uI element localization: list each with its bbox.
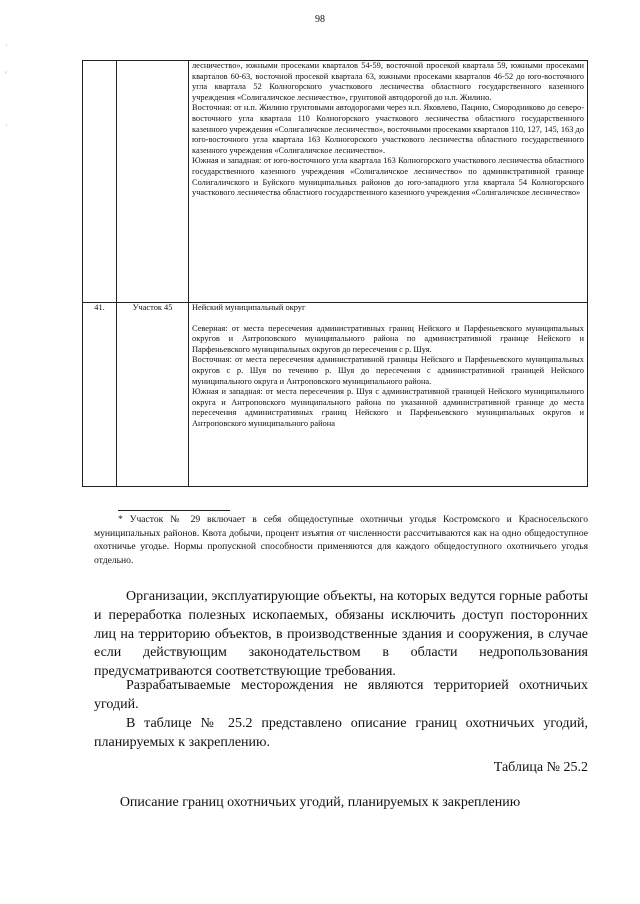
boundary-description-cell [189,303,588,487]
boundary-paragraph: Восточная: от места пересечения административной границы Нейского и Парфеньевского муниципальных округов с р. Шуя по течению р. Шуя до пересечения с административной границей Нейского муниципального округа и Антроповского муниципального района. [192,355,584,386]
area-name-cell: Участок 45 [117,303,189,487]
body-paragraph: В таблице № 25.2 представлено описание границ охотничьих угодий, планируемых к закреплению. [94,716,588,750]
footnote: * Участок № 29 включает в себя общедоступные охотничьи угодья Костромского и Красносельского муниципальных районов. Квота добычи, процент изъятия от численности рассчитываются как на одно общедоступное охотничье угодье. Нормы пропускной способности применяются для каждого общедоступного охотничьего угодья отдельно. [94,514,588,566]
boundary-paragraph: Южная и западная: от юго-восточного угла квартала 163 Колногорского участкового лесничества областного государственного казенного учреждения «Солигаличское лесничество» по административной границе Солигаличского и Буйского муниципальных районов до юго-западного угла квартала 54 Колногорского участкового лесничества областного государственного казенного учреждения «Солигаличское лесничество» [192,156,584,198]
boundary-description-cell [189,61,588,303]
body-paragraph: Разрабатываемые месторождения не являются территорией охотничьих угодий. [94,678,588,712]
table-caption: Таблица № 25.2 [493,760,588,775]
page-number: 98 [315,14,325,25]
boundary-paragraph: Южная и западная: от места пересечения р. Шуя с административной границей Нейского муниципального округа и Антроповского муниципального района по указанной административной границе до места пересечения административных границ Нейского и Парфеньевского муниципальных округов и Антроповского муниципального района [192,387,584,428]
boundary-paragraph: лесничество», южными просеками кварталов 54-59, восточной просекой квартала 59, южными просеками кварталов 60-63, восточной просекой квартала 63, южными просеками кварталов 46-52 до юго-восточного угла квартала 52 Колногорского участкового лесничества областного государственного казенного учреждения «Солигаличское лесничество», грунтовой автодорогой до н.п. Жилино. [192,61,584,102]
area-name-cell [117,61,189,303]
scan-margin-marks: · ' · [5,40,8,130]
boundary-paragraph: Северная: от места пересечения административных границ Нейского и Парфеньевского муниципальных округов и Антроповского муниципального района по административной границе Нейского и Парфеньевского муниципальных округов до пересечения с р. Шуя. [192,323,584,354]
boundaries-table [82,60,588,487]
footnote-separator [118,510,230,511]
boundary-paragraph: Восточная: от н.п. Жилино грунтовыми автодорогами через н.п. Яковлево, Пацино, Смородниково до северо-восточного угла квартала 110 Колногорского участкового лесничества областного государственного казенного учреждения «Солигаличское лесничество», восточными просеками кварталов 110, 127, 145, 163 до юго-восточного угла квартала 163 Колногорского участкового лесничества областного государственного казенного учреждения «Солигаличское лесничество». [192,103,584,155]
table-title: Описание границ охотничьих угодий, планируемых к закреплению [119,795,521,810]
row-number-cell: 41. [83,303,117,487]
body-paragraph: Организации, эксплуатирующие объекты, на которых ведутся горные работы и переработка полезных ископаемых, обязаны исключить доступ посторонних лиц на территорию объектов, в производственные здания и сооружения, в случае если действующим законодательством в области недропользования предусматриваются соответствующие требования. [94,589,588,680]
row-number-cell [83,61,117,303]
district-heading: Нейский муниципальный округ [192,303,306,312]
table-row [83,303,588,487]
table-row [83,61,588,303]
